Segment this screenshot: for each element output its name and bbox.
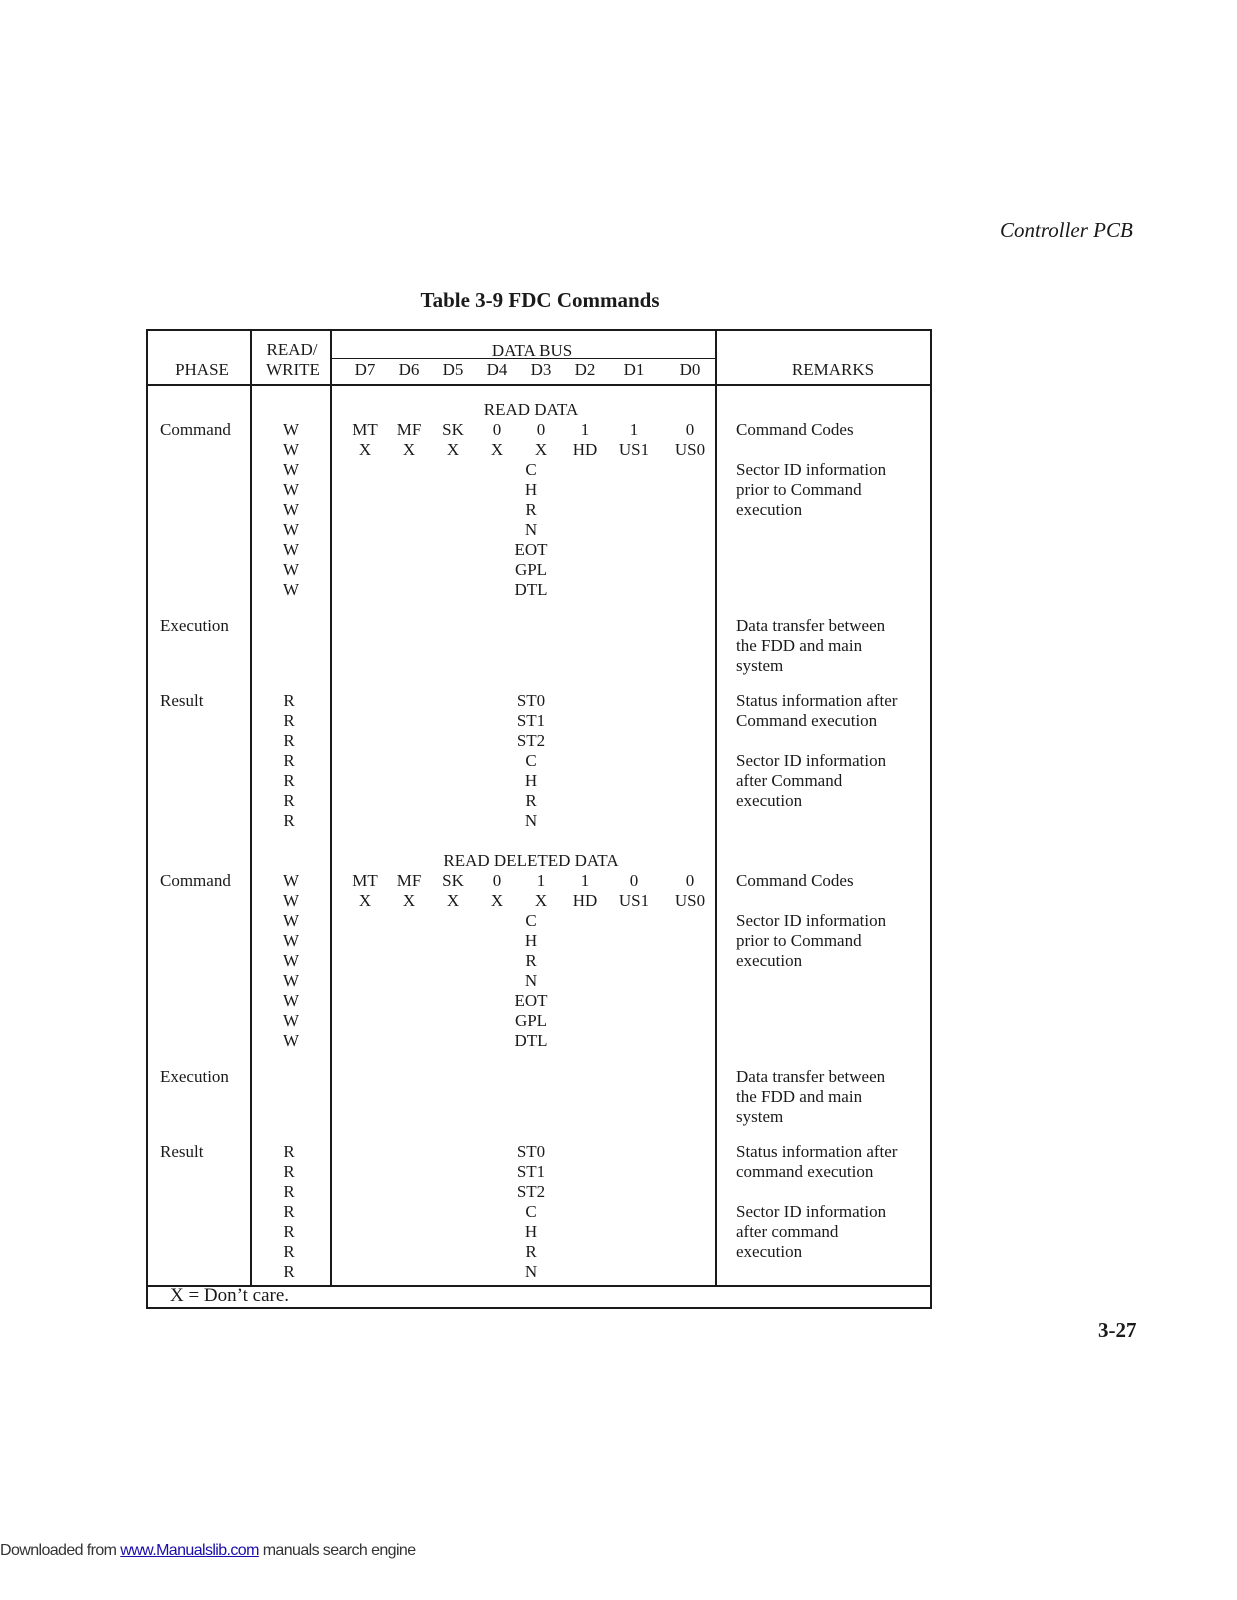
- phase-command: Command: [160, 871, 231, 890]
- bit-value: MF: [396, 871, 422, 890]
- rw-value: W: [282, 991, 300, 1010]
- remark-line: Sector ID information: [736, 1202, 887, 1221]
- remark-line: after Command: [736, 771, 843, 790]
- bit-value: US1: [618, 891, 650, 910]
- result-value: ST2: [516, 731, 546, 750]
- remark-line: the FDD and main: [736, 1087, 863, 1106]
- param-value: EOT: [514, 540, 548, 559]
- bit-value: X: [534, 891, 548, 910]
- rw-value: R: [283, 791, 295, 810]
- bit-value: HD: [572, 891, 598, 910]
- rw-value: W: [282, 500, 300, 519]
- command-label: READ DELETED DATA: [443, 851, 619, 870]
- bit-value: 0: [685, 420, 695, 439]
- bit-value: 1: [580, 871, 590, 890]
- table-title: Table 3-9 FDC Commands: [420, 288, 660, 312]
- remark-line: Sector ID information: [736, 751, 887, 770]
- header-divider: [148, 384, 930, 386]
- result-value: N: [524, 1262, 538, 1281]
- param-value: DTL: [514, 580, 548, 599]
- rw-value: W: [282, 560, 300, 579]
- remark-line: Status information after: [736, 1142, 898, 1161]
- remark-line: Sector ID information: [736, 911, 887, 930]
- header-bit-d3: D3: [530, 360, 552, 379]
- rw-value: W: [282, 460, 300, 479]
- download-suffix: manuals search engine: [258, 1542, 416, 1559]
- rw-value: W: [282, 891, 300, 910]
- header-bit-d7: D7: [354, 360, 376, 379]
- param-value: R: [525, 951, 537, 970]
- remark-line: Command execution: [736, 711, 878, 730]
- phase-result: Result: [160, 691, 204, 710]
- param-value: C: [525, 911, 537, 930]
- download-prefix: Downloaded from: [0, 1542, 121, 1559]
- remark-line: execution: [736, 500, 803, 519]
- remark-line: execution: [736, 1242, 803, 1261]
- rw-value: R: [283, 1202, 295, 1221]
- rw-value: R: [283, 771, 295, 790]
- result-value: H: [524, 771, 538, 790]
- bit-value: 1: [536, 871, 546, 890]
- bit-value: X: [358, 440, 372, 459]
- remark-command-codes: Command Codes: [736, 420, 854, 439]
- param-value: R: [525, 500, 537, 519]
- bit-value: MT: [352, 420, 378, 439]
- header-read-write: READ/: [266, 340, 318, 359]
- rw-value: W: [282, 580, 300, 599]
- remark-command-codes: Command Codes: [736, 871, 854, 890]
- rw-value: W: [282, 1011, 300, 1030]
- column-divider: [250, 331, 252, 1285]
- result-value: ST2: [516, 1182, 546, 1201]
- rw-value: R: [283, 1182, 295, 1201]
- rw-value: R: [283, 1242, 295, 1261]
- result-value: H: [524, 1222, 538, 1241]
- bit-value: 0: [492, 871, 502, 890]
- header-bit-d6: D6: [398, 360, 420, 379]
- footnote: X = Don’t care.: [170, 1285, 290, 1306]
- remark-line: system: [736, 1107, 784, 1126]
- rw-value: W: [282, 420, 300, 439]
- fdc-commands-table: [146, 329, 932, 1309]
- remark-line: system: [736, 656, 784, 675]
- bit-value: 1: [629, 420, 639, 439]
- bit-value: SK: [442, 420, 464, 439]
- bit-value: X: [358, 891, 372, 910]
- phase-execution: Execution: [160, 1067, 229, 1086]
- bit-value: X: [402, 440, 416, 459]
- param-value: N: [524, 520, 538, 539]
- remark-line: after command: [736, 1222, 839, 1241]
- header-remarks: REMARKS: [791, 360, 875, 379]
- phase-result: Result: [160, 1142, 204, 1161]
- param-value: H: [524, 480, 538, 499]
- manualslib-link[interactable]: www.Manualslib.com: [120, 1542, 259, 1559]
- param-value: GPL: [514, 1011, 548, 1030]
- result-value: ST1: [516, 1162, 546, 1181]
- remark-line: execution: [736, 951, 803, 970]
- result-value: R: [525, 791, 537, 810]
- bit-value: 1: [580, 420, 590, 439]
- rw-value: W: [282, 480, 300, 499]
- param-value: C: [525, 460, 537, 479]
- rw-value: W: [282, 520, 300, 539]
- header-bit-d2: D2: [574, 360, 596, 379]
- remark-line: Status information after: [736, 691, 898, 710]
- bit-value: X: [402, 891, 416, 910]
- remark-line: Data transfer between: [736, 616, 886, 635]
- rw-value: R: [283, 1262, 295, 1281]
- bit-value: SK: [442, 871, 464, 890]
- rw-value: R: [283, 1162, 295, 1181]
- param-value: EOT: [514, 991, 548, 1010]
- bit-value: 0: [685, 871, 695, 890]
- rw-value: W: [282, 1031, 300, 1050]
- bit-value: X: [446, 891, 460, 910]
- rw-value: R: [283, 731, 295, 750]
- bit-value: MT: [352, 871, 378, 890]
- rw-value: W: [282, 540, 300, 559]
- bit-value: US1: [618, 440, 650, 459]
- rw-value: R: [283, 1142, 295, 1161]
- header-phase: PHASE: [175, 360, 229, 379]
- rw-value: R: [283, 751, 295, 770]
- bit-value: X: [534, 440, 548, 459]
- result-value: ST0: [516, 1142, 546, 1161]
- result-value: C: [525, 1202, 537, 1221]
- column-divider: [330, 331, 332, 1285]
- bit-value: US0: [674, 440, 706, 459]
- rw-value: W: [282, 971, 300, 990]
- rw-value: R: [283, 711, 295, 730]
- bit-value: 0: [492, 420, 502, 439]
- rw-value: W: [282, 951, 300, 970]
- result-value: C: [525, 751, 537, 770]
- bit-value: HD: [572, 440, 598, 459]
- header-data-bus: DATA BUS: [491, 341, 573, 360]
- bit-value: 0: [536, 420, 546, 439]
- result-value: N: [524, 811, 538, 830]
- param-value: N: [524, 971, 538, 990]
- param-value: DTL: [514, 1031, 548, 1050]
- section-header: Controller PCB: [1000, 218, 1133, 242]
- rw-value: W: [282, 931, 300, 950]
- header-bit-d1: D1: [623, 360, 645, 379]
- phase-execution: Execution: [160, 616, 229, 635]
- bit-value: X: [446, 440, 460, 459]
- param-value: H: [524, 931, 538, 950]
- download-footer: [0, 1542, 416, 1560]
- header-bit-d4: D4: [486, 360, 508, 379]
- rw-value: R: [283, 811, 295, 830]
- remark-line: execution: [736, 791, 803, 810]
- header-read-write: WRITE: [266, 360, 320, 379]
- bit-value: 0: [629, 871, 639, 890]
- remark-line: command execution: [736, 1162, 874, 1181]
- remark-line: prior to Command: [736, 480, 862, 499]
- header-bit-d0: D0: [679, 360, 701, 379]
- result-value: ST1: [516, 711, 546, 730]
- bit-value: X: [490, 440, 504, 459]
- param-value: GPL: [514, 560, 548, 579]
- bit-value: X: [490, 891, 504, 910]
- result-value: R: [525, 1242, 537, 1261]
- column-divider: [715, 331, 717, 1285]
- command-label: READ DATA: [483, 400, 579, 419]
- bit-value: US0: [674, 891, 706, 910]
- phase-command: Command: [160, 420, 231, 439]
- result-value: ST0: [516, 691, 546, 710]
- rw-value: W: [282, 911, 300, 930]
- rw-value: W: [282, 440, 300, 459]
- page-number: 3-27: [1098, 1318, 1137, 1342]
- remark-line: prior to Command: [736, 931, 862, 950]
- header-bit-d5: D5: [442, 360, 464, 379]
- remark-line: Data transfer between: [736, 1067, 886, 1086]
- remark-line: Sector ID information: [736, 460, 887, 479]
- rw-value: W: [282, 871, 300, 890]
- rw-value: R: [283, 691, 295, 710]
- bit-value: MF: [396, 420, 422, 439]
- rw-value: R: [283, 1222, 295, 1241]
- remark-line: the FDD and main: [736, 636, 863, 655]
